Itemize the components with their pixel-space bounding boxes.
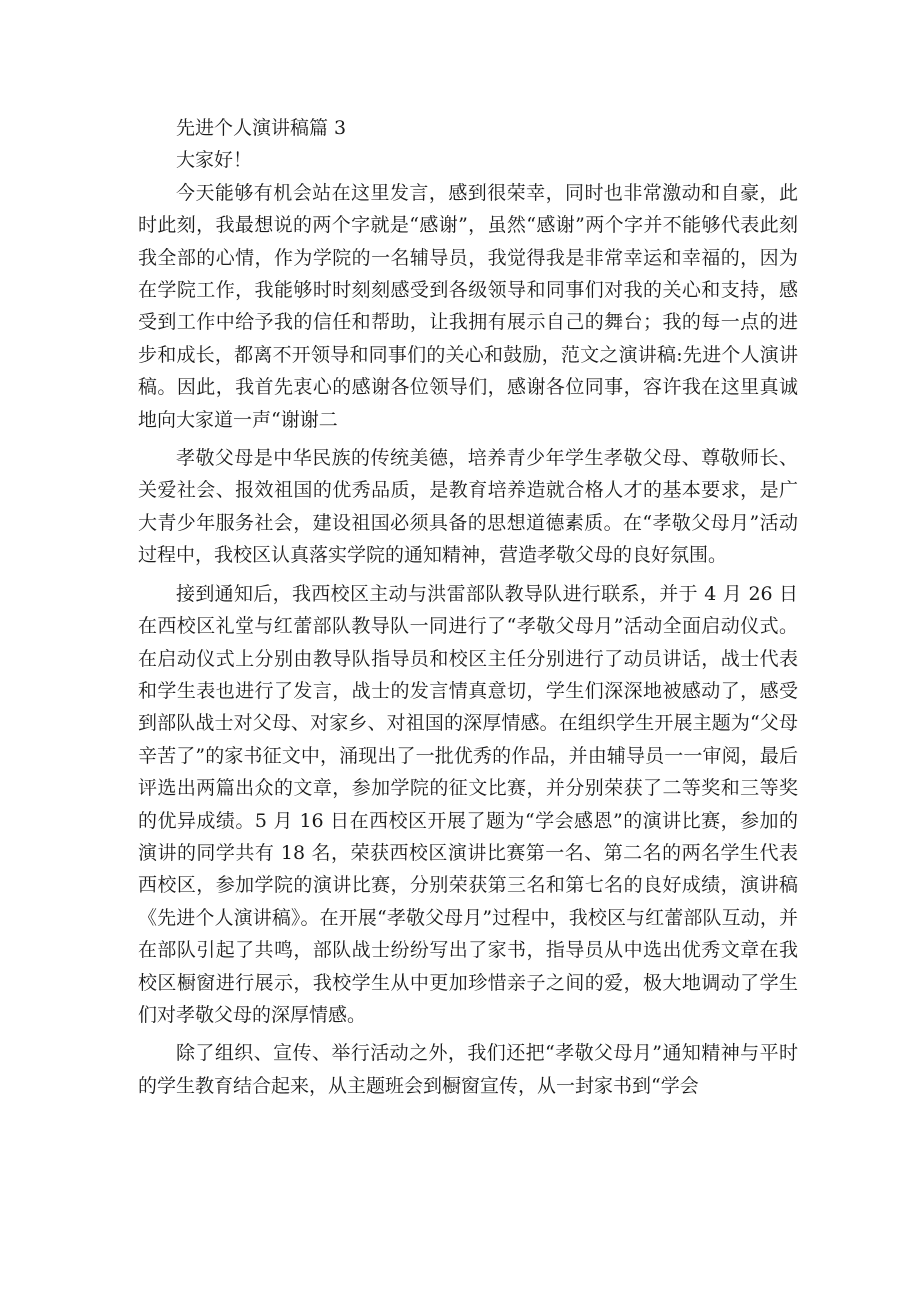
paragraph-4: 除了组织、宣传、举行活动之外，我们还把“孝敬父母月”通知精神与平时的学生教育结合起来，从主题班会到橱窗宣传，从一封家书到“学会 [138,1042,798,1097]
greeting: 大家好！ [176,149,253,172]
document-body [138,112,798,1102]
paragraph-1: 今天能够有机会站在这里发言，感到很荣幸，同时也非常激动和自豪，此时此刻，我最想说的两个字就是“感谢”，虽然“感谢”两个字并不能够代表此刻我全部的心情，作为学院的一名辅导员，我觉得我是非常幸运和幸福的，因为在学院工作，我能够时时刻刻感受到各级领导和同事们对我的关心和支持，感受到工作中给予我的信任和帮助，让我拥有展示自己的舞台；我的每一点的进步和成长，都离不开领导和同事们的关心和鼓励，范文之演讲稿:先进个人演讲稿。因此，我首先衷心的感谢各位领导们，感谢各位同事，容许我在这里真诚地向大家道一声“谢谢二 [138,181,798,431]
paragraph-2: 孝敬父母是中华民族的传统美德，培养青少年学生孝敬父母、尊敬师长、关爱社会、报效祖国的优秀品质，是教育培养造就合格人才的基本要求，是广大青少年服务社会，建设祖国必须具备的思想道德素质。在“孝敬父母月”活动过程中，我校区认真落实学院的通知精神，营造孝敬父母的良好氛围。 [138,447,798,567]
document-title: 先进个人演讲稿篇 3 [176,117,347,139]
paragraph-3: 接到通知后，我西校区主动与洪雷部队教导队进行联系，并于 4 月 26 日在西校区礼堂与红蕾部队教导队一同进行了“孝敬父母月”活动全面启动仪式。在启动仪式上分别由教导队指导员和校区主任分别进行了动员讲话，战士代表和学生表也进行了发言，战士的发言情真意切，学生们深深地被感动了，感受到部队战士对父母、对家乡、对祖国的深厚情感。在组织学生开展主题为“父母辛苦了”的家书征文中，涌现出了一批优秀的作品，并由辅导员一一审阅，最后评选出两篇出众的文章，参加学院的征文比赛，并分别荣获了二等奖和三等奖的优异成绩。5 月 16 日在西校区开展了题为“学会感恩”的演讲比赛，参加的演讲的同学共有 18 名，荣获西校区演讲比赛第一名、第二名的两名学生代表西校区，参加学院的演讲比赛，分别荣获第三名和第七名的良好成绩，演讲稿《先进个人演讲稿》。在开展“孝敬父母月”过程中，我校区与红蕾部队互动，并在部队引起了共鸣，部队战士纷纷写出了家书，指导员从中选出优秀文章在我校区橱窗进行展示，我校学生从中更加珍惜亲子之间的爱，极大地调动了学生们对孝敬父母的深厚情感。 [138,582,798,1026]
